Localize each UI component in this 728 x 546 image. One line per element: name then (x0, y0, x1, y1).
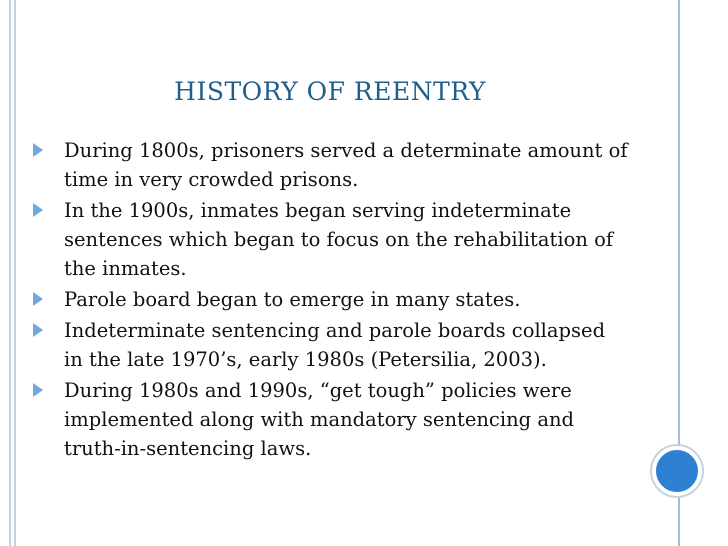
slide-title: HISTORY OF REENTRY (174, 77, 486, 106)
bullet-item (30, 376, 630, 463)
bullet-item (30, 316, 630, 374)
bullet-text: During 1800s, prisoners served a determinate amount of time in very crowded prisons. (64, 139, 628, 191)
bullet-list (30, 136, 630, 465)
bullet-item (30, 196, 630, 283)
triangle-bullet-icon (33, 323, 43, 337)
triangle-bullet-icon (33, 143, 43, 157)
triangle-bullet-icon (33, 383, 43, 397)
bullet-text: Indeterminate sentencing and parole boards collapsed in the late 1970’s, early 1980s (Petersilia, 2003). (64, 319, 606, 371)
bullet-text: Parole board began to emerge in many states. (64, 288, 521, 311)
bullet-text: In the 1900s, inmates began serving indeterminate sentences which began to focus on the rehabilitation of the inmates. (64, 199, 614, 280)
bullet-item (30, 285, 630, 314)
circle-dot-icon (652, 446, 702, 496)
triangle-bullet-icon (33, 292, 43, 306)
bullet-text: During 1980s and 1990s, “get tough” policies were implemented along with mandatory sentencing and truth-in-sentencing laws. (64, 379, 574, 460)
triangle-bullet-icon (33, 203, 43, 217)
bullet-item (30, 136, 630, 194)
